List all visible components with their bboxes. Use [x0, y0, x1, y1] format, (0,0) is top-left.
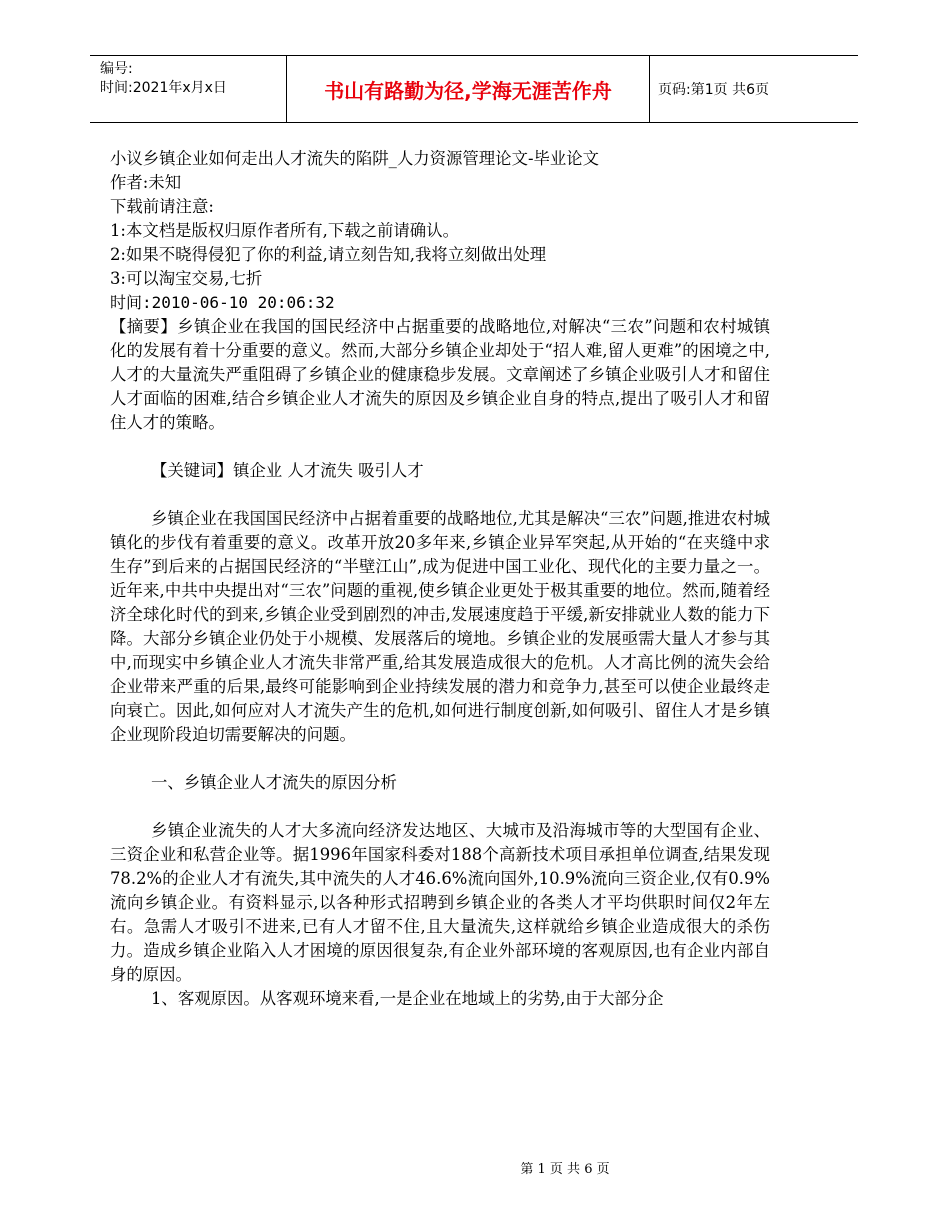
section-heading-1: 一、乡镇企业人才流失的原因分析: [151, 773, 397, 792]
paragraph-3: 1、客观原因。从客观环境来看,一是企业在地域上的劣势,由于大部分企: [151, 989, 664, 1008]
keywords: 【关键词】镇企业 人才流失 吸引人才: [151, 461, 424, 480]
header-meta: [90, 56, 286, 122]
header-table: [90, 55, 858, 123]
paragraph-1: 乡镇企业在我国国民经济中占据着重要的战略地位,尤其是解决“三农”问题,推进农村城镇化的步伐有着重要的意义。改革开放20多年来,乡镇企业异军突起,从开始的“在夹缝中求生存”到后来的占据国民经济的“半壁江山”,成为促进中国工业化、现代化的主要力量之一。近年来,中共中央提出对“三农”问题的重视,使乡镇企业更处于极其重要的地位。然而,随着经济全球化时代的到来,乡镇企业受到剧烈的冲击,发展速度趋于平缓,新安排就业人数的能力下降。大部分乡镇企业仍处于小规模、发展落后的境地。乡镇企业的发展亟需大量人才参与其中,而现实中乡镇企业人才流失非常严重,给其发展造成很大的危机。人才高比例的流失会给企业带来严重的后果,最终可能影响到企业持续发展的潜力和竞争力,甚至可以使企业最终走向衰亡。因此,如何应对人才流失产生的危机,如何进行制度创新,如何吸引、留住人才是乡镇企业现阶段迫切需要解决的问题。: [110, 509, 770, 744]
notice-title: 下载前请注意:: [110, 197, 214, 216]
abstract: 【摘要】乡镇企业在我国的国民经济中占据重要的战略地位,对解决“三农”问题和农村城镇化的发展有着十分重要的意义。然而,大部分乡镇企业却处于“招人难,留人更难”的困境之中,人才的大量流失严重阻碍了乡镇企业的健康稳步发展。文章阐述了乡镇企业吸引人才和留住人才面临的困难,结合乡镇企业人才流失的原因及乡镇企业自身的特点,提出了吸引人才和留住人才的策略。: [110, 317, 770, 432]
time-label: 时间:2021年x月x日: [100, 80, 227, 96]
paragraph-2: 乡镇企业流失的人才大多流向经济发达地区、大城市及沿海城市等的大型国有企业、三资企业和私营企业等。据1996年国家科委对188个高新技术项目承担单位调查,结果发现78.2%的企业人才有流失,其中流失的人才46.6%流向国外,10.9%流向三资企业,仅有0.9%流向乡镇企业。有资料显示,以各种形式招聘到乡镇企业的各类人才平均供职时间仅2年左右。急需人才吸引不进来,已有人才留不住,且大量流失,这样就给乡镇企业造成很大的杀伤力。造成乡镇企业陷入人才困境的原因很复杂,有企业外部环境的客观原因,也有企业内部自身的原因。: [110, 821, 770, 984]
document-time: 时间:2010-06-10 20:06:32: [110, 293, 335, 312]
document-author: 作者:未知: [110, 173, 182, 192]
document-body: [110, 147, 770, 1011]
page-footer: 第 1 页 共 6 页: [520, 1162, 610, 1177]
notice-item-1: 1:本文档是版权归原作者所有,下载之前请确认。: [110, 221, 459, 240]
header-motto: 书山有路勤为径,学海无涯苦作舟: [286, 56, 650, 122]
notice-item-2: 2:如果不晓得侵犯了你的利益,请立刻告知,我将立刻做出处理: [110, 245, 547, 264]
number-label: 编号:: [100, 61, 133, 77]
header-page-info: 页码:第1页 共6页: [658, 82, 769, 98]
notice-item-3: 3:可以淘宝交易,七折: [110, 269, 263, 288]
document-title: 小议乡镇企业如何走出人才流失的陷阱_人力资源管理论文-毕业论文: [110, 149, 600, 168]
